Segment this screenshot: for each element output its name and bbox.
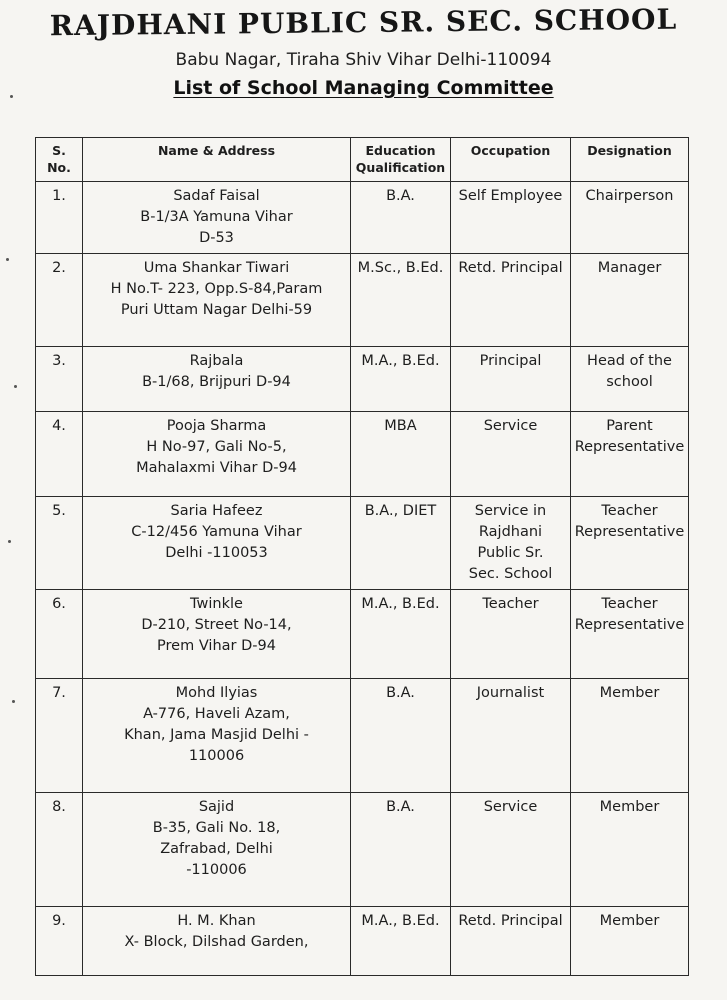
cell-occupation: Principal [451, 347, 571, 412]
cell-qualification: M.Sc., B.Ed. [351, 254, 451, 347]
cell-occupation: Service [451, 412, 571, 497]
cell-designation: Parent Representative [571, 412, 689, 497]
table-row [36, 907, 689, 976]
cell-designation: Member [571, 679, 689, 793]
member-address: C-12/456 Yamuna Vihar Delhi -110053 [131, 524, 302, 561]
cell-qualification: MBA [351, 412, 451, 497]
member-name: Pooja Sharma [166, 418, 267, 434]
cell-name-address [83, 254, 351, 347]
cell-sno: 5. [36, 497, 83, 590]
scan-speck [8, 540, 11, 543]
cell-occupation: Teacher [451, 590, 571, 679]
member-name: Sadaf Faisal [173, 188, 260, 204]
school-address: Babu Nagar, Tiraha Shiv Vihar Delhi-110094 [175, 50, 552, 70]
cell-qualification: M.A., B.Ed. [351, 590, 451, 679]
cell-name-address [83, 679, 351, 793]
cell-sno: 2. [36, 254, 83, 347]
scan-speck [6, 258, 9, 261]
cell-occupation: Service [451, 793, 571, 907]
cell-qualification: M.A., B.Ed. [351, 347, 451, 412]
cell-occupation: Journalist [451, 679, 571, 793]
table-row [36, 679, 689, 793]
column-header-sno: S. No. [36, 138, 83, 182]
cell-name-address [83, 347, 351, 412]
document-title-text: List of School Managing Committee [173, 77, 554, 99]
document-title [0, 77, 727, 99]
cell-qualification: B.A. [351, 679, 451, 793]
member-name: Saria Hafeez [170, 503, 263, 519]
cell-occupation: Service in Rajdhani Public Sr. Sec. School [451, 497, 571, 590]
member-address: B-35, Gali No. 18, Zafrabad, Delhi -110006 [152, 820, 281, 878]
cell-qualification: B.A. [351, 793, 451, 907]
scan-speck [14, 385, 17, 388]
cell-sno: 8. [36, 793, 83, 907]
cell-sno: 3. [36, 347, 83, 412]
member-address: B-1/68, Brijpuri D-94 [142, 374, 291, 390]
member-name: Twinkle [190, 596, 243, 612]
member-name: Sajid [198, 799, 235, 815]
cell-designation: Member [571, 907, 689, 976]
school-name: RAJDHANI PUBLIC SR. SEC. SCHOOL [49, 2, 678, 43]
cell-occupation: Self Employee [451, 182, 571, 254]
cell-sno: 7. [36, 679, 83, 793]
cell-name-address [83, 590, 351, 679]
column-header-qualification: Education Qualification [351, 138, 451, 182]
cell-qualification: B.A. [351, 182, 451, 254]
cell-sno: 4. [36, 412, 83, 497]
cell-name-address [83, 412, 351, 497]
cell-sno: 1. [36, 182, 83, 254]
cell-qualification: M.A., B.Ed. [351, 907, 451, 976]
committee-table [35, 137, 689, 976]
member-address: X- Block, Dilshad Garden, [124, 934, 309, 950]
cell-sno: 9. [36, 907, 83, 976]
cell-name-address [83, 793, 351, 907]
member-name: H. M. Khan [177, 913, 256, 929]
cell-designation: Teacher Representative [571, 497, 689, 590]
column-header-occupation: Occupation [451, 138, 571, 182]
cell-designation: Chairperson [571, 182, 689, 254]
scan-speck [12, 700, 15, 703]
column-header-name-address: Name & Address [83, 138, 351, 182]
table-header-row [36, 138, 689, 182]
cell-designation: Member [571, 793, 689, 907]
cell-name-address [83, 907, 351, 976]
cell-occupation: Retd. Principal [451, 254, 571, 347]
cell-qualification: B.A., DIET [351, 497, 451, 590]
table-row [36, 182, 689, 254]
member-address: H No.T- 223, Opp.S-84,Param Puri Uttam Nagar Delhi-59 [110, 281, 323, 318]
cell-name-address [83, 182, 351, 254]
table-row [36, 254, 689, 347]
member-address: H No-97, Gali No-5, Mahalaxmi Vihar D-94 [136, 439, 297, 476]
member-address: A-776, Haveli Azam, Khan, Jama Masjid Delhi - 110006 [124, 706, 309, 764]
column-header-designation: Designation [571, 138, 689, 182]
cell-designation: Manager [571, 254, 689, 347]
member-address: D-210, Street No-14, Prem Vihar D-94 [141, 617, 292, 654]
table-row [36, 347, 689, 412]
table-row [36, 497, 689, 590]
member-name: Mohd Ilyias [175, 685, 258, 701]
table-row [36, 793, 689, 907]
cell-designation: Teacher Representative [571, 590, 689, 679]
member-address: B-1/3A Yamuna Vihar D-53 [140, 209, 293, 246]
member-name: Uma Shankar Tiwari [143, 260, 290, 276]
cell-name-address [83, 497, 351, 590]
cell-occupation: Retd. Principal [451, 907, 571, 976]
member-name: Rajbala [189, 353, 244, 369]
table-row [36, 590, 689, 679]
table-row [36, 412, 689, 497]
scan-speck [10, 95, 13, 98]
cell-sno: 6. [36, 590, 83, 679]
cell-designation: Head of the school [571, 347, 689, 412]
